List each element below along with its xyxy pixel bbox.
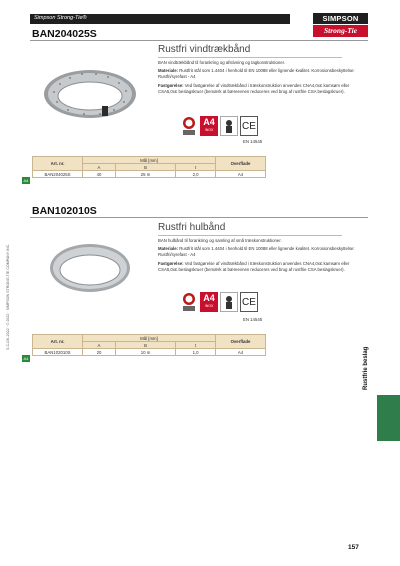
row-tag-a4: A4	[23, 178, 29, 183]
divider	[30, 217, 368, 218]
cell-b: 10 m	[115, 349, 175, 356]
cell-finish: A4	[216, 171, 266, 178]
product-description-1	[158, 60, 358, 95]
fasteners-label: Fastgørelse:	[158, 82, 184, 88]
cell-art: BAN204025S	[33, 171, 83, 178]
cell-art: BAN102010S	[33, 349, 83, 356]
banding-coil-image-2	[40, 236, 140, 306]
product-code-1: BAN204025S	[32, 28, 97, 40]
col-dim: Mål [mm]	[83, 157, 216, 164]
norm-label-2: EN 14545	[243, 317, 263, 322]
safety-person-icon	[220, 116, 238, 136]
material-label: Materiale:	[158, 246, 179, 252]
simpson-logo	[313, 13, 368, 37]
intro-text: BAN vindtrækbånd til forankring og afstivning og tagkonstruktioner.	[158, 60, 286, 65]
product-code-2: BAN102010S	[32, 205, 97, 217]
a4-badge-text: A4	[203, 293, 215, 303]
ce-mark-icon: CE	[240, 116, 258, 136]
series-name: Simpson Strong-Tie®	[34, 15, 87, 21]
approval-seal-icon	[180, 292, 198, 312]
logo-bottom: Strong-Tie	[313, 25, 368, 37]
cell-b: 25 m	[115, 171, 175, 178]
material-text: Rustfrit stål som 1.4404 i henhold til EN 10088 eller lignende kvalitet. Korrosionsbeskyttelse: Rustfri/syrefast - A4	[158, 68, 355, 80]
col-t: t	[176, 342, 216, 349]
section-tab-label: Rustfrie beslag	[363, 346, 369, 390]
a4-badge-sub: INOX	[204, 304, 214, 308]
divider	[30, 40, 368, 41]
certification-icons-2	[180, 292, 270, 314]
catalog-side-text: S-C-DK-2022 · © 2022 · SIMPSON STRONG-TIE COMPANY INC.	[6, 243, 10, 350]
col-art: Art. nr.	[33, 335, 83, 349]
col-b: B	[115, 164, 175, 171]
col-dim: Mål [mm]	[83, 335, 216, 342]
a4-badge-sub: INOX	[204, 128, 214, 132]
page-number: 157	[348, 544, 359, 551]
header-bar	[30, 14, 290, 24]
col-t: t	[176, 164, 216, 171]
col-finish: Overflade	[216, 335, 266, 349]
spec-table-2	[32, 334, 266, 356]
norm-label-1: EN 14545	[243, 139, 263, 144]
logo-top: SIMPSON	[313, 13, 368, 24]
fasteners-label: Fastgørelse:	[158, 260, 184, 266]
safety-person-icon	[220, 292, 238, 312]
ce-mark-icon: CE	[240, 292, 258, 312]
approval-seal-icon	[180, 116, 198, 136]
table-row	[33, 171, 266, 178]
banding-coil-image-1	[40, 62, 140, 132]
spec-table-1	[32, 156, 266, 178]
col-finish: Overflade	[216, 157, 266, 171]
material-label: Materiale:	[158, 68, 179, 74]
cell-finish: A4	[216, 349, 266, 356]
product-title-2: Rustfri hulbånd	[158, 222, 226, 233]
intro-text: BAN hulbånd til forankring og samling af små træskonstruktioner.	[158, 238, 282, 243]
material-text: Rustfrit stål som 1.4404 i henhold til EN 10088 eller lignende kvalitet. Korrosionsbeskyttelse: Rustfri/syrefast - A4	[158, 246, 355, 258]
a4-stainless-icon	[200, 292, 218, 312]
cell-t: 1,0	[176, 349, 216, 356]
col-a: A	[83, 342, 116, 349]
product-description-2	[158, 238, 358, 273]
cell-a: 40	[83, 171, 116, 178]
cell-a: 20	[83, 349, 116, 356]
fasteners-text: Ved fastgørelse af vindtrækbånd i træskonstruktion anvendes CNA4,0x£ kamsøm eller CSA5,0x£ beslagskruer (bemærk at bæreevnen reduceres ved brug af rustfrie CSA beslagskruer).	[158, 82, 350, 94]
col-art: Art. nr.	[33, 157, 83, 171]
a4-stainless-icon	[200, 116, 218, 136]
certification-icons-1	[180, 116, 270, 138]
cell-t: 2,0	[176, 171, 216, 178]
section-tab	[377, 395, 400, 441]
col-b: B	[115, 342, 175, 349]
col-a: A	[83, 164, 116, 171]
table-row	[33, 349, 266, 356]
a4-badge-text: A4	[203, 117, 215, 127]
title-underline	[158, 235, 342, 236]
fasteners-text: Ved fastgørelse af vindtrækbånd i træskonstruktion anvendes CNA4,0x£ kamsøm eller CSA5,0x£ beslagskruer (bemærk at bæreevnen reduceres ved brug af rustfrie CSA beslagskruer).	[158, 260, 350, 272]
row-tag-a4: A4	[23, 356, 29, 361]
product-title-1: Rustfri vindtrækbånd	[158, 44, 251, 55]
title-underline	[158, 57, 342, 58]
